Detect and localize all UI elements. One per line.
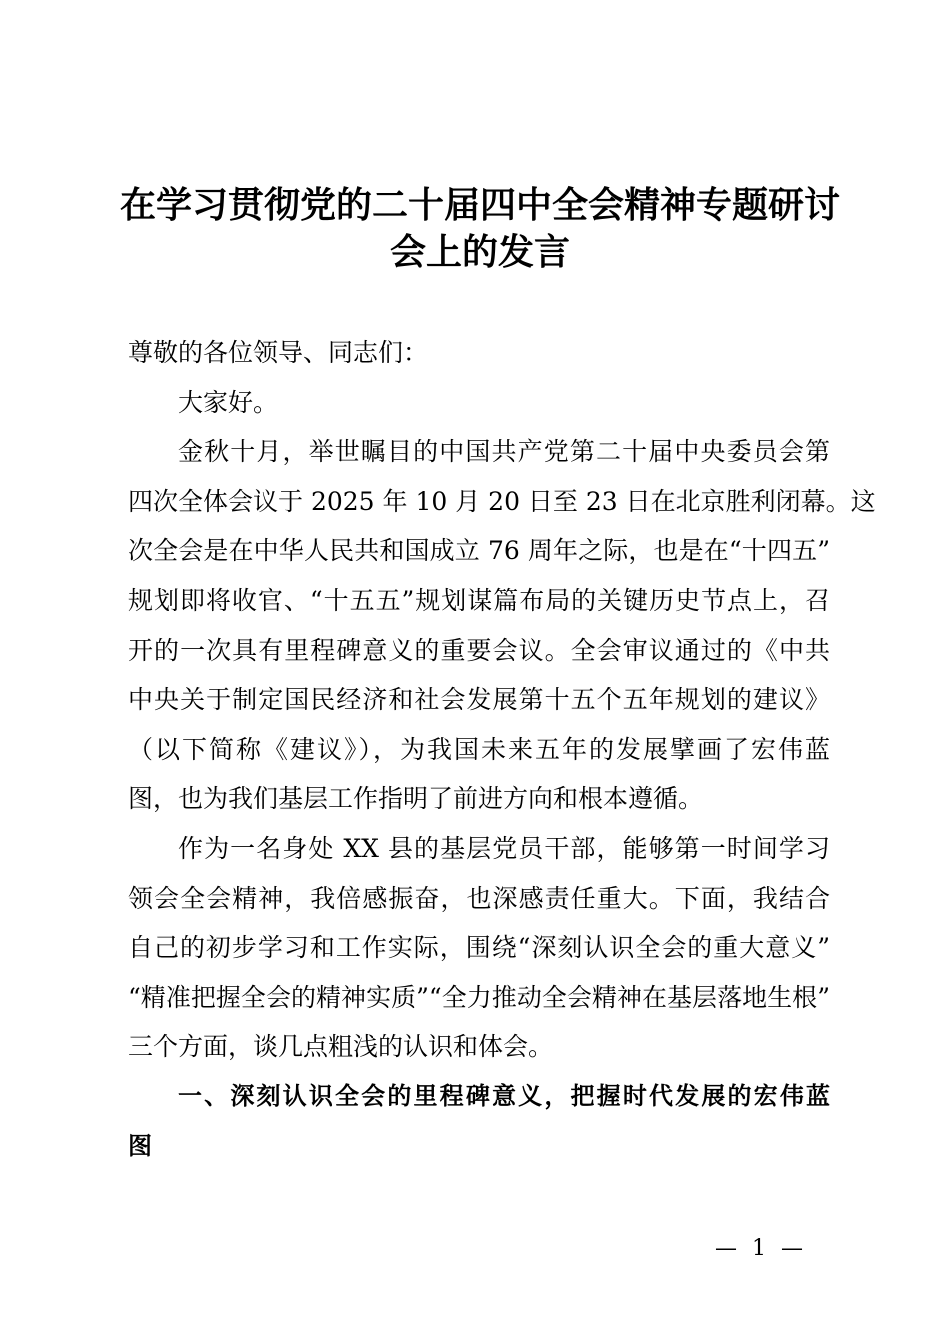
paragraph-line: 金秋十月，举世瞩目的中国共产党第二十届中央委员会第 (178, 437, 830, 467)
paragraph-line: 规划即将收官、“十五五”规划谋篇布局的关键历史节点上，召 (128, 585, 830, 615)
heading-line: 图 (128, 1131, 152, 1160)
paragraph-line: 图，也为我们基层工作指明了前进方向和根本遵循。 (128, 784, 704, 814)
paragraph-line: 领会全会精神，我倍感振奋，也深感责任重大。下面，我结合 (128, 883, 830, 913)
heading-line: 一、深刻认识全会的里程碑意义，把握时代发展的宏伟蓝 (178, 1081, 830, 1110)
paragraph-2 (128, 824, 830, 1072)
greeting: 大家好。 (178, 387, 279, 417)
document-body (128, 328, 876, 1171)
paragraph-line: 自己的初步学习和工作实际，围绕“深刻认识全会的重大意义” (128, 933, 830, 963)
paragraph-line: 作为一名身处 XX 县的基层党员干部，能够第一时间学习 (178, 833, 830, 863)
salutation: 尊敬的各位领导、同志们： (128, 338, 429, 367)
paragraph-line: 四次全体会议于 2025 年 10 月 20 日至 23 日在北京胜利闭幕。这 (128, 486, 876, 516)
paragraph-line: （以下简称《建议》），为我国未来五年的发展擘画了宏伟蓝 (128, 734, 830, 764)
page-number: — 1 — (715, 1236, 807, 1261)
document-title (110, 182, 850, 276)
paragraph-line: 开的一次具有里程碑意义的重要会议。全会审议通过的《中共 (128, 635, 830, 665)
paragraph-line: 中央关于制定国民经济和社会发展第十五个五年规划的建议》 (128, 685, 830, 715)
section-heading-1 (128, 1072, 830, 1171)
paragraph-1 (128, 427, 876, 824)
paragraph-line: “精准把握全会的精神实质”“全力推动全会精神在基层落地生根” (128, 982, 830, 1012)
title-line-1: 在学习贯彻党的二十届四中全会精神专题研讨 (119, 185, 840, 226)
paragraph-line: 三个方面，谈几点粗浅的认识和体会。 (128, 1032, 554, 1062)
title-line-2: 会上的发言 (389, 232, 570, 273)
paragraph-line: 次全会是在中华人民共和国成立 76 周年之际，也是在“十四五” (128, 536, 830, 566)
